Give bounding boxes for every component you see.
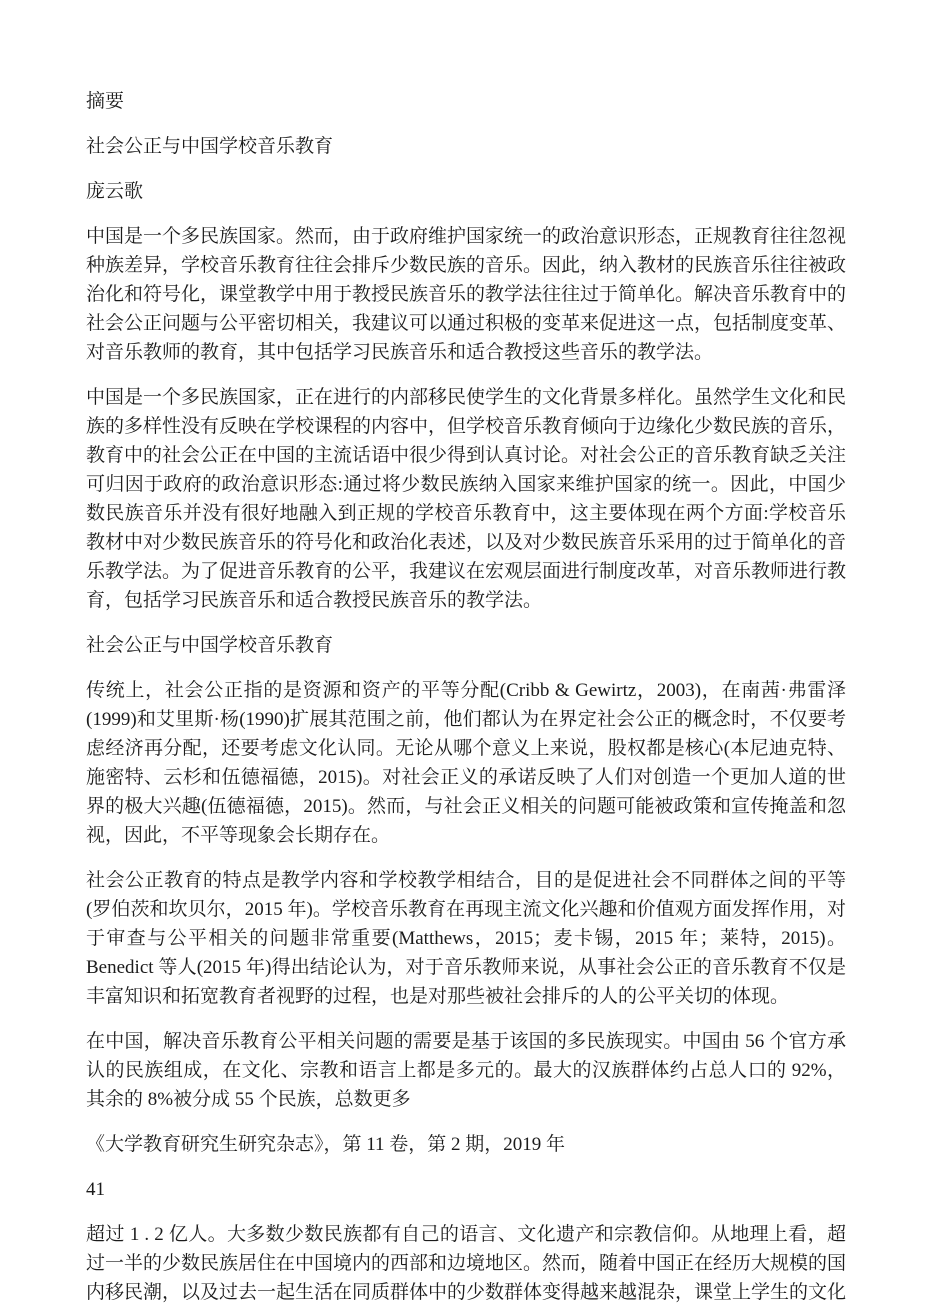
section-heading: 社会公正与中国学校音乐教育: [86, 635, 334, 656]
author-name: 庞云歌: [86, 181, 144, 202]
body-paragraph: 在中国，解决音乐教育公平相关问题的需要是基于该国的多民族现实。中国由 56 个官方承认的民族组成，在文化、宗教和语言上都是多元的。最大的汉族群体约占总人口的 92%，其余的 8%被分成 55 个民族，总数更多: [86, 1031, 846, 1110]
journal-citation: 《大学教育研究生研究杂志》，第 11 卷，第 2 期，2019 年: [86, 1134, 566, 1155]
abstract-paragraph: 中国是一个多民族国家。然而，由于政府维护国家统一的政治意识形态，正规教育往往忽视种族差异，学校音乐教育往往会排斥少数民族的音乐。因此，纳入教材的民族音乐往往被政治化和符号化，课堂教学中用于教授民族音乐的教学法往往过于简单化。解决音乐教育中的社会公正问题与公平密切相关，我建议可以通过积极的变革来促进这一点，包括制度变革、对音乐教师的教育，其中包括学习民族音乐和适合教授这些音乐的教学法。: [86, 226, 847, 363]
abstract-paragraph: 中国是一个多民族国家，正在进行的内部移民使学生的文化背景多样化。虽然学生文化和民族的多样性没有反映在学校课程的内容中，但学校音乐教育倾向于边缘化少数民族的音乐，教育中的社会公正在中国的主流话语中很少得到认真讨论。对社会公正的音乐教育缺乏关注可归因于政府的政治意识形态:通过将少数民族纳入国家来维护国家的统一。因此，中国少数民族音乐并没有很好地融入到正规的学校音乐教育中，这主要体现在两个方面:学校音乐教材中对少数民族音乐的符号化和政治化表述，以及对少数民族音乐采用的过于简单化的音乐教学法。为了促进音乐教育的公平，我建议在宏观层面进行制度改革，对音乐教师进行教育，包括学习民族音乐和适合教授民族音乐的教学法。: [86, 387, 847, 611]
abstract-heading: 摘要: [86, 91, 125, 112]
page-number: 41: [86, 1179, 105, 1200]
continuation-paragraph: 超过 1 . 2 亿人。大多数少数民族都有自己的语言、文化遗产和宗教信仰。从地理上看，超过一半的少数民族居住在中国境内的西部和边境地区。然而，随着中国正在经历大规模的国内移民潮，以及过去一起生活在同质群体中的少数群体变得越来越混杂，课堂上学生的文化: [86, 1224, 847, 1303]
body-paragraph: 社会公正教育的特点是教学内容和学校教学相结合，目的是促进社会不同群体之间的平等(罗伯茨和坎贝尔，2015 年)。学校音乐教育在再现主流文化兴趣和价值观方面发挥作用，对于审查与公平相关的问题非常重要(Matthews，2015；麦卡锡，2015 年；莱特，2015)。Benedict 等人(2015 年)得出结论认为，对于音乐教师来说，从事社会公正的音乐教育不仅是丰富知识和拓宽教育者视野的过程，也是对那些被社会排斥的人的公平关切的体现。: [86, 870, 846, 1007]
body-paragraph: 传统上，社会公正指的是资源和资产的平等分配(Cribb & Gewirtz，2003)，在南茜·弗雷泽(1999)和艾里斯·杨(1990)扩展其范围之前，他们都认为在界定社会公正的概念时，不仅要考虑经济再分配，还要考虑文化认同。无论从哪个意义上来说，股权都是核心(本尼迪克特、施密特、云杉和伍德福德，2015)。对社会正义的承诺反映了人们对创造一个更加人道的世界的极大兴趣(伍德福德，2015)。然而，与社会正义相关的问题可能被政策和宣传掩盖和忽视，因此，不平等现象会长期存在。: [86, 680, 846, 846]
document-title: 社会公正与中国学校音乐教育: [86, 136, 334, 157]
